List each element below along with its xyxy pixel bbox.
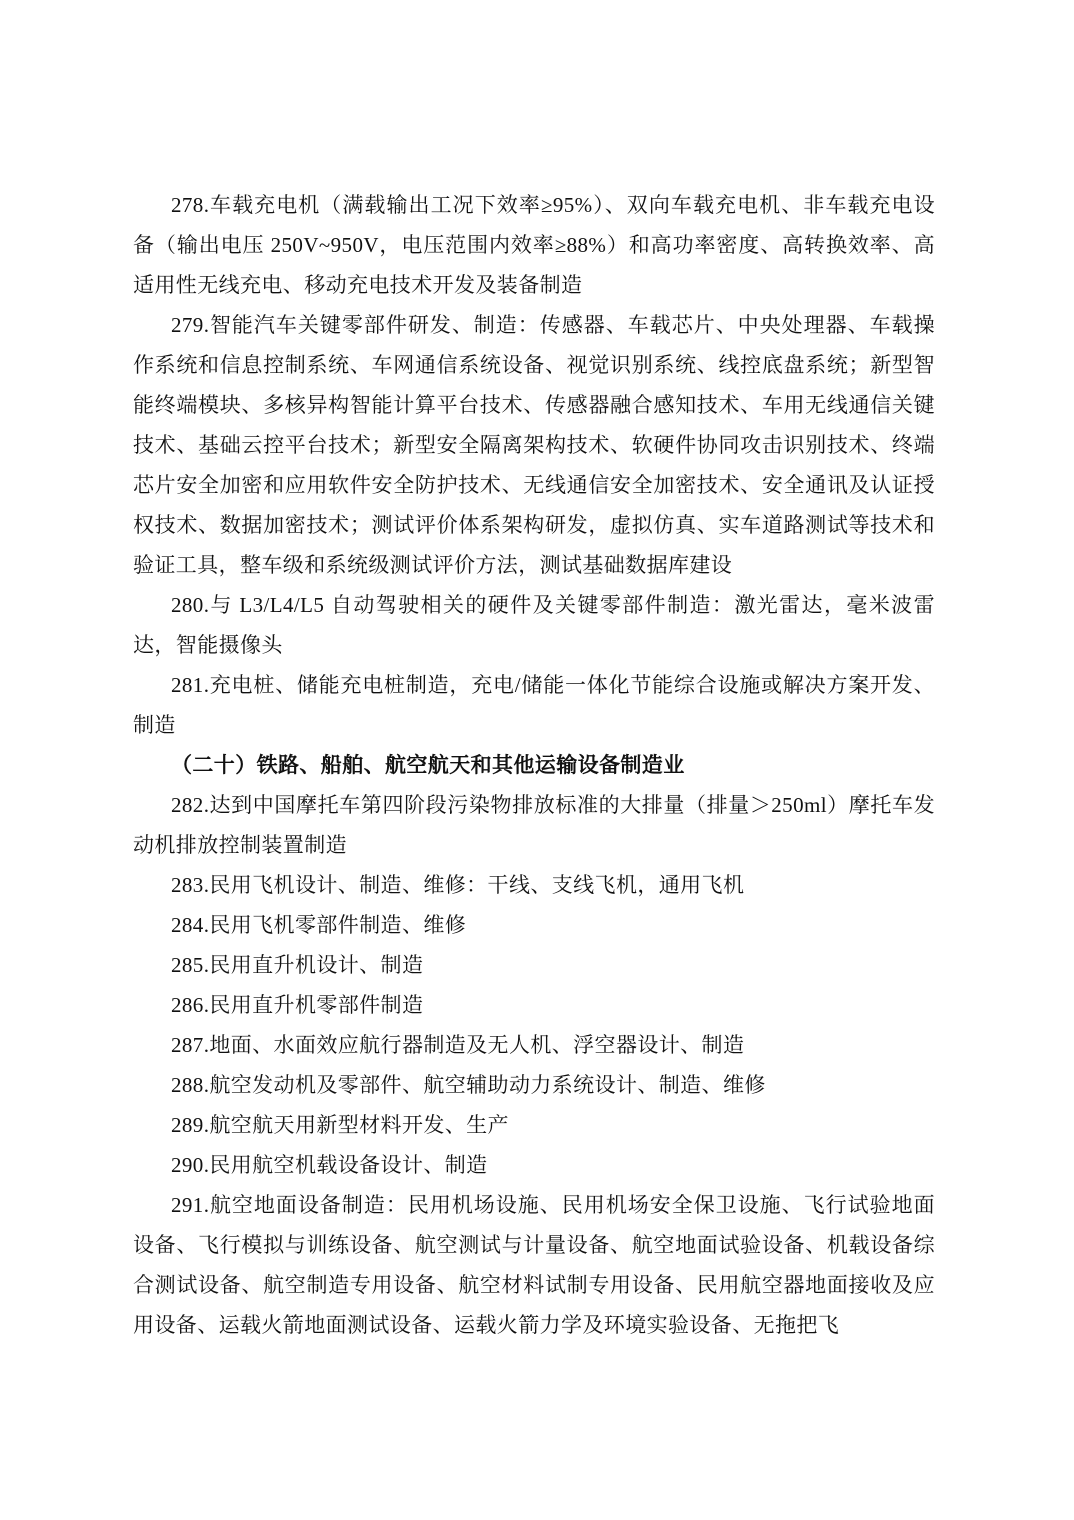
section-heading-20: （二十）铁路、船舶、航空航天和其他运输设备制造业	[171, 753, 685, 777]
document-text-column	[133, 185, 935, 1345]
item-289: 289.航空航天用新型材料开发、生产	[171, 1113, 509, 1137]
item-286: 286.民用直升机零部件制造	[171, 993, 424, 1017]
item-285: 285.民用直升机设计、制造	[171, 953, 424, 977]
item-278: 278.车载充电机（满载输出工况下效率≥95%）、双向车载充电机、非车载充电设备（输出电压 250V~950V，电压范围内效率≥88%）和高功率密度、高转换效率、高适用性无线充电、移动充电技术开发及装备制造	[133, 193, 935, 297]
item-280: 280.与 L3/L4/L5 自动驾驶相关的硬件及关键零部件制造：激光雷达，毫米波雷达，智能摄像头	[133, 593, 935, 657]
item-281: 281.充电桩、储能充电桩制造，充电/储能一体化节能综合设施或解决方案开发、制造	[133, 673, 935, 737]
item-279: 279.智能汽车关键零部件研发、制造：传感器、车载芯片、中央处理器、车载操作系统和信息控制系统、车网通信系统设备、视觉识别系统、线控底盘系统；新型智能终端模块、多核异构智能计算平台技术、传感器融合感知技术、车用无线通信关键技术、基础云控平台技术；新型安全隔离架构技术、软硬件协同攻击识别技术、终端芯片安全加密和应用软件安全防护技术、无线通信安全加密技术、安全通讯及认证授权技术、数据加密技术；测试评价体系架构研发，虚拟仿真、实车道路测试等技术和验证工具，整车级和系统级测试评价方法，测试基础数据库建设	[133, 313, 935, 577]
item-284: 284.民用飞机零部件制造、维修	[171, 913, 467, 937]
item-288: 288.航空发动机及零部件、航空辅助动力系统设计、制造、维修	[171, 1073, 766, 1097]
item-290: 290.民用航空机载设备设计、制造	[171, 1153, 488, 1177]
item-287: 287.地面、水面效应航行器制造及无人机、浮空器设计、制造	[171, 1033, 745, 1057]
item-291: 291.航空地面设备制造：民用机场设施、民用机场安全保卫设施、飞行试验地面设备、飞行模拟与训练设备、航空测试与计量设备、航空地面试验设备、机载设备综合测试设备、航空制造专用设备、航空材料试制专用设备、民用航空器地面接收及应用设备、运载火箭地面测试设备、运载火箭力学及环境实验设备、无拖把飞	[133, 1193, 935, 1337]
item-283: 283.民用飞机设计、制造、维修：干线、支线飞机，通用飞机	[171, 873, 745, 897]
item-282: 282.达到中国摩托车第四阶段污染物排放标准的大排量（排量＞250ml）摩托车发动机排放控制装置制造	[133, 793, 935, 857]
